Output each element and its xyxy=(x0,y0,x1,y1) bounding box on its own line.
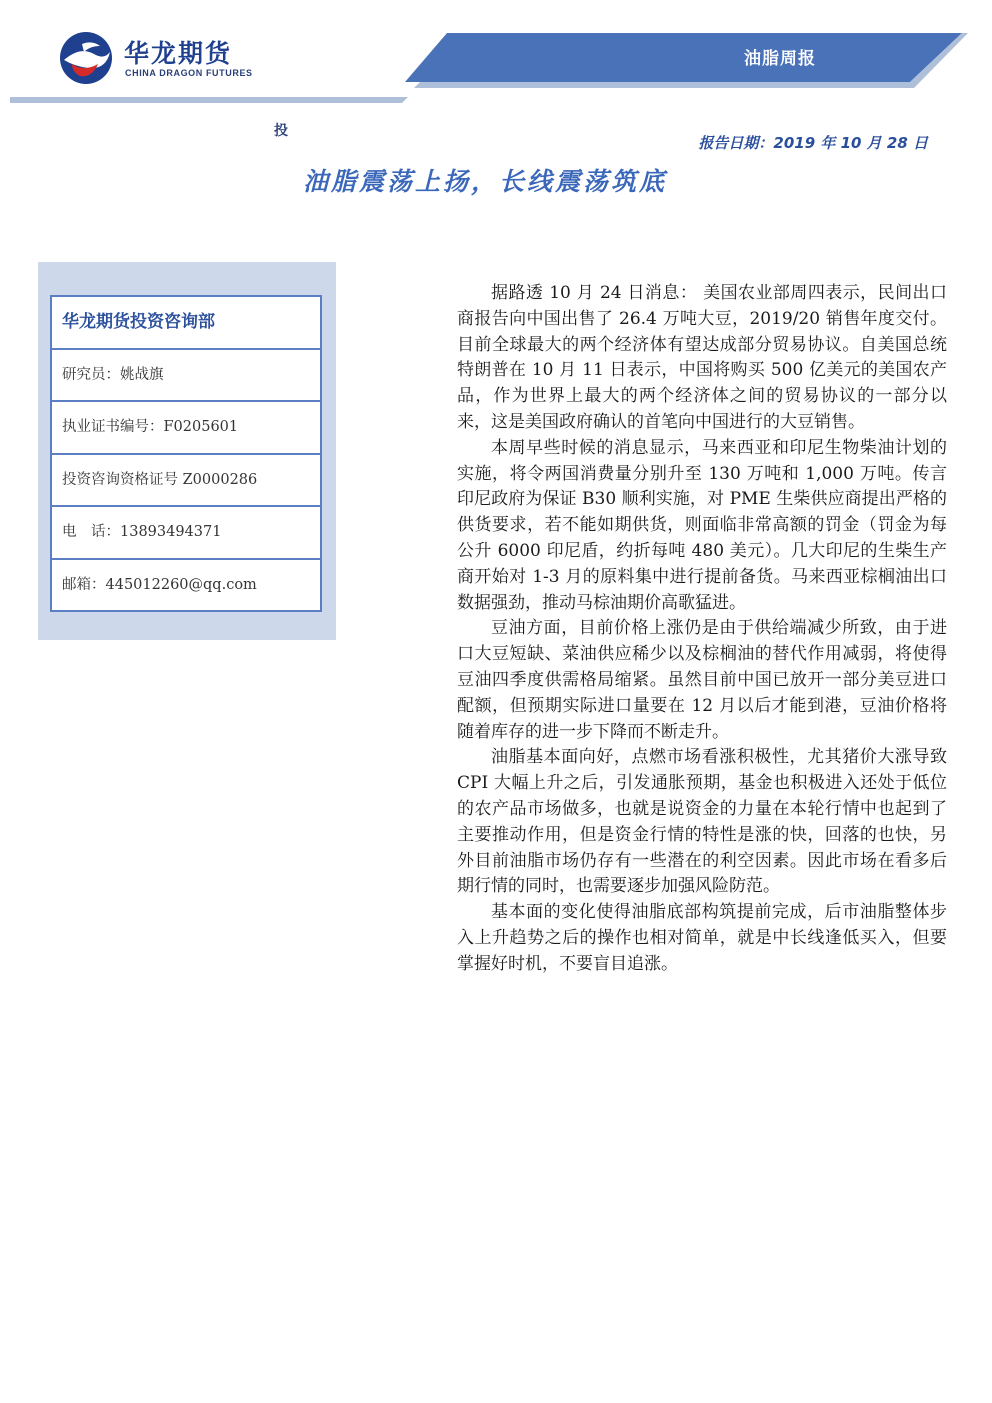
contact-email: 邮箱：445012260@qq.com xyxy=(62,576,257,593)
article-paragraph: 油脂基本面向好，点燃市场看涨积极性，尤其猪价大涨导致 CPI 大幅上升之后，引发通胀预期，基金也积极进入还处于低位的农产品市场做多，也就是说资金的力量在本轮行情中也起到了主要推动作用，但是资金行情的特性是涨的快，回落的也快，另外目前油脂市场仍存有一些潜在的利空因素。因此市场在看多后期行情的同时，也需要逐步加强风险防范。 xyxy=(457,747,947,897)
article-body xyxy=(457,281,947,978)
report-date: 报告日期：2019 年 10 月 28 日 xyxy=(698,134,928,152)
contact-analyst: 研究员：姚战旗 xyxy=(52,350,320,403)
contact-panel xyxy=(38,262,336,640)
brand-name-en: CHINA DRAGON FUTURES xyxy=(125,68,253,78)
china-dragon-futures-logo-icon xyxy=(58,30,114,86)
article-paragraph: 基本面的变化使得油脂底部构筑提前完成，后市油脂整体步入上升趋势之后的操作也相对简单，就是中长线逢低买入，但要掌握好时机，不要盲目追涨。 xyxy=(457,902,947,974)
contact-department: 华龙期货投资咨询部 xyxy=(52,297,320,350)
article-paragraph: 本周早些时候的消息显示，马来西亚和印尼生物柴油计划的实施，将令两国消费量分别升至 130 万吨和 1,000 万吨。传言印尼政府为保证 B30 顺利实施，对 PME 生柴供应商提出严格的供货要求，若不能如期供货，则面临非常高额的罚金（罚金为每公升 6000 印尼盾，约折每吨 480 美元）。几大印尼的生柴生产商开始对 1-3 月的原料集中进行提前备货。马来西亚棕榈油出口数据强劲，推动马棕油期价高歌猛进。 xyxy=(457,437,947,613)
contact-box xyxy=(50,295,322,612)
report-type-label: 油脂周报 xyxy=(744,49,816,69)
article-paragraph: 豆油方面，目前价格上涨仍是由于供给端减少所致，由于进口大豆短缺、菜油供应稀少以及棕榈油的替代作用减弱，将使得豆油四季度供需格局缩紧。虽然目前中国已放开一部分美豆进口配额，但预期实际进口量要在 12 月以后才能到港，豆油价格将随着库存的进一步下降而不断走升。 xyxy=(457,618,947,742)
header-underline-left xyxy=(10,97,408,103)
header-report-band xyxy=(405,33,962,82)
contact-qualification: 投资咨询资格证号 Z0000286 xyxy=(52,455,320,508)
stray-character: 投 xyxy=(274,123,288,139)
brand-name-cn: 华龙期货 xyxy=(124,39,233,68)
report-title: 油脂震荡上扬，长线震荡筑底 xyxy=(302,167,667,196)
contact-phone: 电 话：13893494371 xyxy=(52,507,320,560)
contact-license: 执业证书编号：F0205601 xyxy=(52,402,320,455)
article-paragraph: 据路透 10 月 24 日消息： 美国农业部周四表示，民间出口商报告向中国出售了 26.4 万吨大豆，2019/20 销售年度交付。目前全球最大的两个经济体有望达成部分贸易协议。自美国总统特朗普在 10 月 11 日表示，中国将购买 500 亿美元的美国农产品，作为世界上最大的两个经济体之间的贸易协议的一部分以来，这是美国政府确认的首笔向中国进行的大豆销售。 xyxy=(457,283,947,432)
brand-logo xyxy=(58,30,318,86)
